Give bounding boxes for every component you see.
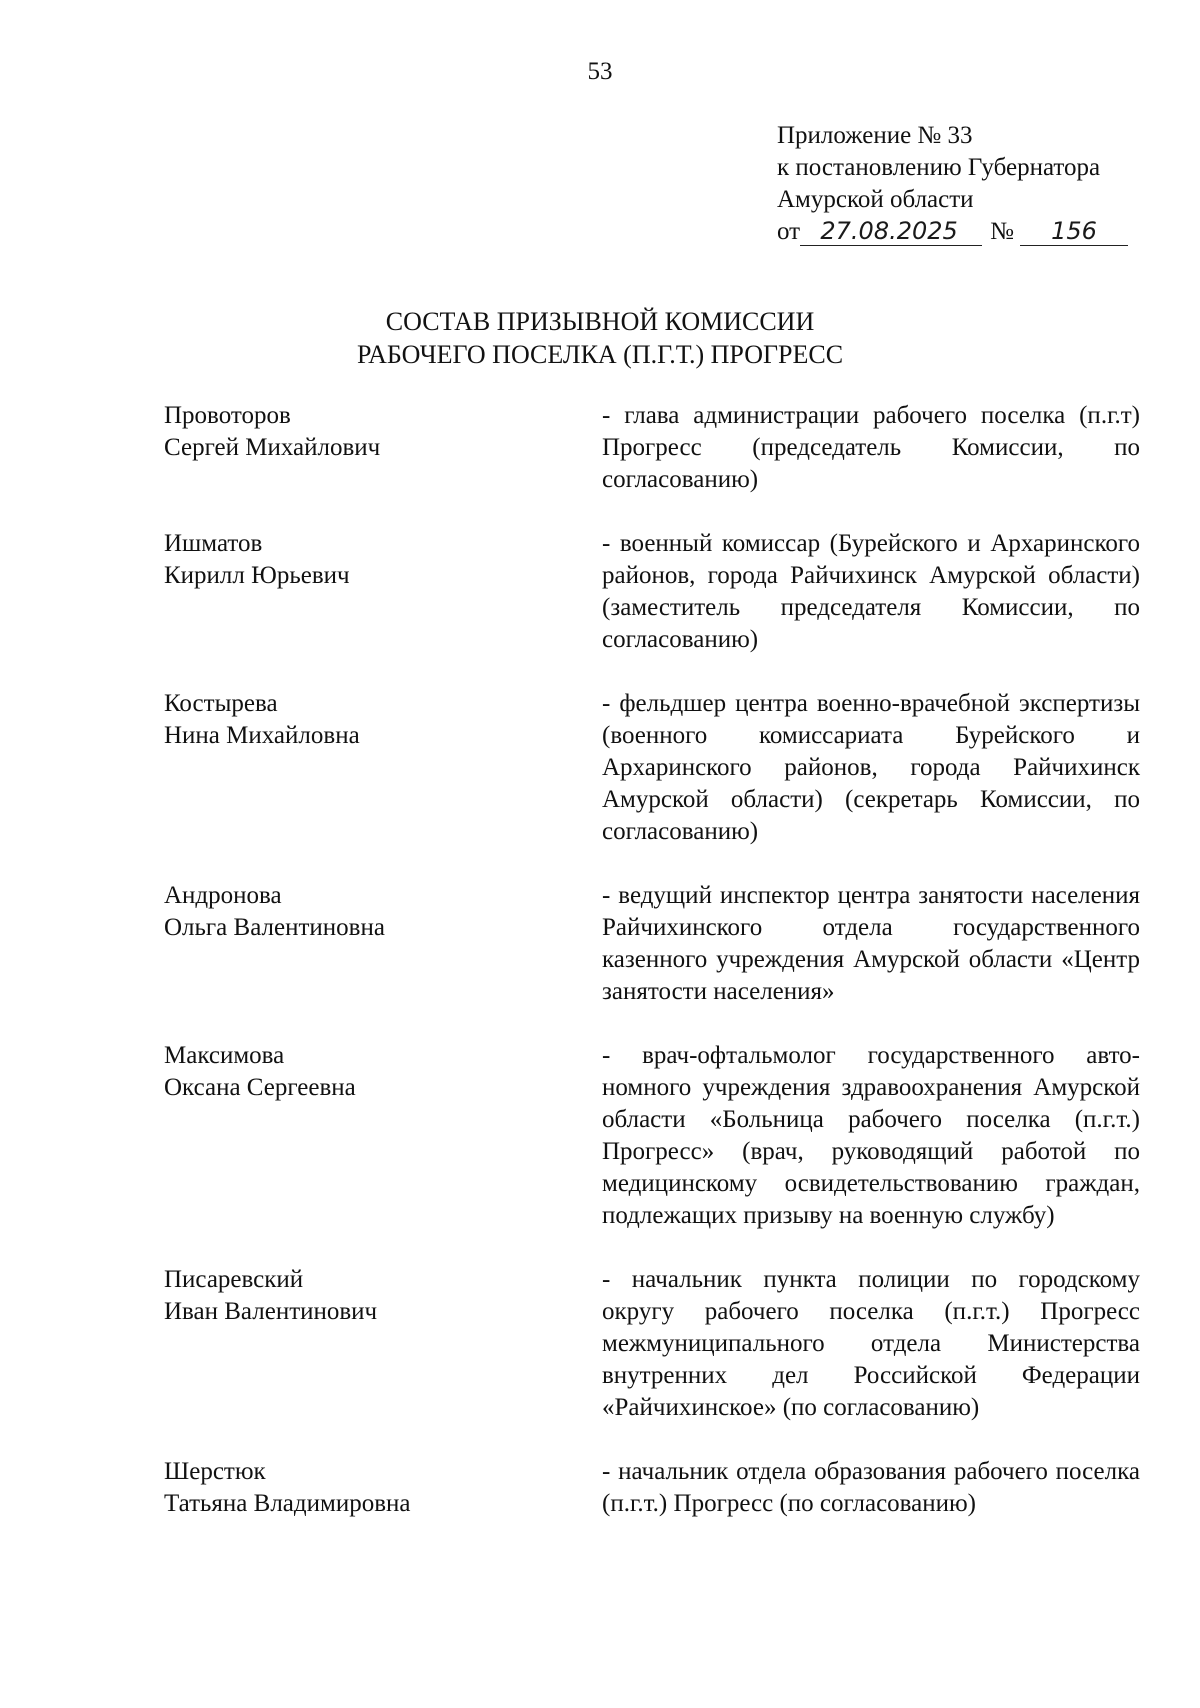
member-row (164, 1264, 1140, 1424)
member-role: - глава администрации рабочего поселка (п.г.т) Прогресс (председатель Комиссии, по согласованию) (602, 402, 1140, 493)
appendix-line-2: к постановлению Губернатора (777, 154, 1101, 181)
document-title (0, 305, 1200, 371)
member-row (164, 1040, 1140, 1232)
member-role: - начальник пункта полиции по городскому округу рабочего поселка (п.г.т.) Прогресс межмуниципального отдела Министерства внутренних дел Российской Федерации «Райчихинское» (по согласованию) (602, 1266, 1140, 1421)
member-surname: Писаревский (164, 1266, 304, 1293)
member-given-names: Кирилл Юрьевич (164, 562, 350, 589)
member-name (164, 1264, 602, 1424)
title-line-1: СОСТАВ ПРИЗЫВНОЙ КОМИССИИ (385, 307, 815, 336)
member-role: - военный комиссар (Бурейского и Архаринского районов, города Райчихинск Амурской области) (заместитель председателя Комиссии, по согласованию) (602, 530, 1140, 653)
date-prefix: от (777, 218, 801, 245)
member-surname: Шерстюк (164, 1458, 266, 1485)
member-given-names: Оксана Сергеевна (164, 1074, 356, 1101)
member-given-names: Сергей Михайлович (164, 434, 381, 461)
member-surname: Ишматов (164, 530, 263, 557)
member-given-names: Иван Валентинович (164, 1298, 378, 1325)
member-surname: Андронова (164, 882, 282, 909)
member-role: - начальник отдела образования рабочего поселка (п.г.т.) Прогресс (по согласованию) (602, 1458, 1140, 1517)
member-row (164, 528, 1140, 656)
number-prefix: № (990, 218, 1014, 245)
handwritten-date: 27.08.2025 (800, 217, 982, 246)
member-row (164, 1456, 1140, 1520)
member-surname: Максимова (164, 1042, 285, 1069)
handwritten-number: 156 (1020, 217, 1128, 246)
member-role: - врач-офтальмолог государственного автономного учреждения здравоохранения Амурской области «Больница рабочего поселка (п.г.т.) Прогресс» (врач, руководящий работой по медицинскому освидетельствованию граждан, подлежащих призыву на военную службу) (602, 1042, 1140, 1229)
member-role: - ведущий инспектор центра занятости населения Райчихинского отдела государственного казенного учреждения Амурской области «Центр занятости населения» (602, 882, 1140, 1005)
commission-members-list (164, 400, 1140, 1552)
member-name (164, 688, 602, 848)
member-row (164, 688, 1140, 848)
title-line-2: РАБОЧЕГО ПОСЕЛКА (П.Г.Т.) ПРОГРЕСС (356, 340, 844, 369)
member-row (164, 880, 1140, 1008)
appendix-line-1: Приложение № 33 (777, 122, 973, 149)
member-name (164, 1040, 602, 1232)
member-name (164, 528, 602, 656)
member-role: - фельдшер центра военно-врачебной экспертизы (военного комиссариата Бурейского и Архаринского районов, города Райчихинск Амурской области) (секретарь Комиссии, по согласованию) (602, 690, 1140, 845)
member-name (164, 1456, 602, 1520)
member-given-names: Татьяна Владимировна (164, 1490, 411, 1517)
member-surname: Провоторов (164, 402, 291, 429)
member-name (164, 400, 602, 496)
appendix-date-number-line (777, 216, 1167, 248)
member-name (164, 880, 602, 1008)
member-given-names: Нина Михайловна (164, 722, 360, 749)
member-given-names: Ольга Валентиновна (164, 914, 385, 941)
member-row (164, 400, 1140, 496)
page-number: 53 (587, 58, 613, 85)
appendix-line-3: Амурской области (777, 186, 974, 213)
member-surname: Костырева (164, 690, 278, 717)
appendix-block (777, 120, 1167, 248)
